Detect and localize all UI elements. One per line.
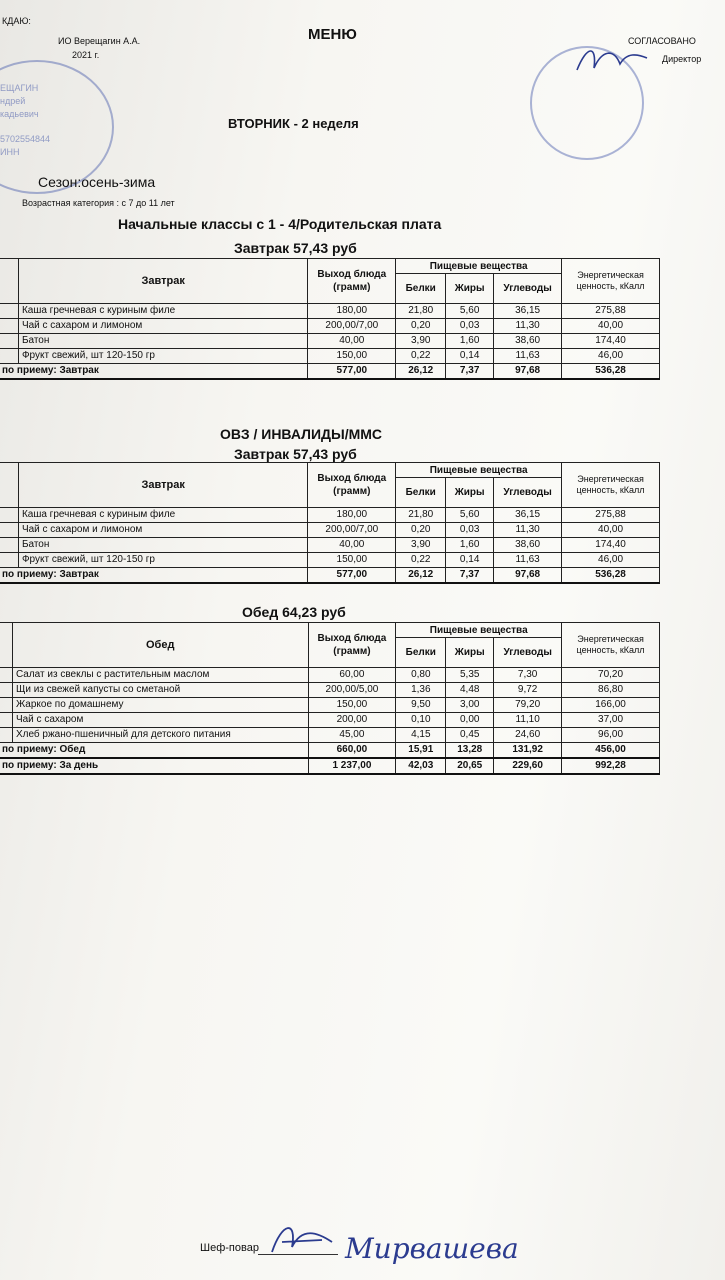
table-cell: 38,60	[494, 334, 562, 349]
carbs-header: Углеводы	[494, 478, 562, 508]
table-cell: Хлеб ржано-пшеничный для детского питания	[12, 728, 308, 743]
nutrients-header: Пищевые вещества	[396, 259, 562, 274]
table-cell: 3,00	[446, 698, 494, 713]
carbs-header: Углеводы	[494, 274, 562, 304]
table-cell: 0,45	[446, 728, 494, 743]
energy-header: Энергетическая ценность, кКалл	[562, 259, 660, 304]
table-cell: 200,00/7,00	[308, 319, 396, 334]
table-cell: 577,00	[308, 568, 396, 584]
table-cell	[0, 349, 18, 364]
table-row	[0, 349, 660, 364]
table-cell: 96,00	[562, 728, 660, 743]
table-cell: 40,00	[562, 319, 660, 334]
breakfast-table-1	[0, 258, 660, 380]
table-cell: 20,65	[446, 758, 494, 774]
table-cell: 11,30	[494, 523, 562, 538]
table-cell	[0, 553, 18, 568]
table-cell: 150,00	[308, 553, 396, 568]
table-cell: 166,00	[562, 698, 660, 713]
table-cell	[0, 463, 18, 508]
proteins-header: Белки	[396, 274, 446, 304]
energy-header: Энергетическая ценность, кКалл	[562, 623, 660, 668]
table-cell: 13,28	[446, 743, 494, 759]
table-cell: Щи из свежей капусты со сметаной	[12, 683, 308, 698]
meal-title-lunch: Обед 64,23 руб	[242, 604, 346, 620]
table-cell: 40,00	[308, 538, 396, 553]
table-cell: 37,00	[562, 713, 660, 728]
table-cell: 174,40	[562, 538, 660, 553]
table-cell	[0, 623, 12, 668]
table-cell: 5,60	[446, 304, 494, 319]
table-cell: по приему: Обед	[0, 743, 308, 759]
season-label: Сезон:осень-зима	[38, 174, 156, 190]
energy-header: Энергетическая ценность, кКалл	[562, 463, 660, 508]
table-cell: Батон	[18, 334, 307, 349]
table-cell: 0,20	[396, 523, 446, 538]
table-cell	[0, 698, 12, 713]
table-cell: Каша гречневая с куриным филе	[18, 304, 307, 319]
table-cell: Каша гречневая с куриным филе	[18, 508, 307, 523]
meal-title-breakfast-2: Завтрак 57,43 руб	[234, 446, 357, 462]
table-cell: 131,92	[494, 743, 562, 759]
day-total-row	[0, 758, 660, 774]
fats-header: Жиры	[446, 478, 494, 508]
table-cell: 0,03	[446, 523, 494, 538]
table-cell: 11,63	[494, 553, 562, 568]
table-cell: 9,50	[396, 698, 446, 713]
table-row	[0, 319, 660, 334]
table-cell: Фрукт свежий, шт 120-150 гр	[18, 553, 307, 568]
table-cell: 46,00	[562, 349, 660, 364]
table-cell: 24,60	[494, 728, 562, 743]
table-cell: 86,80	[562, 683, 660, 698]
carbs-header: Углеводы	[494, 638, 562, 668]
table-cell: 70,20	[562, 668, 660, 683]
table-cell	[0, 334, 18, 349]
table-cell	[0, 538, 18, 553]
table-row	[0, 553, 660, 568]
group-title-primary: Начальные классы с 1 - 4/Родительская плата	[118, 216, 442, 232]
table-cell: 180,00	[308, 304, 396, 319]
table-cell: 1,60	[446, 334, 494, 349]
table-cell: 9,72	[494, 683, 562, 698]
fats-header: Жиры	[446, 274, 494, 304]
table-cell: по приему: Завтрак	[0, 568, 308, 584]
group-title-ovz: ОВЗ / ИНВАЛИДЫ/ММС	[220, 426, 383, 442]
table-cell: 174,40	[562, 334, 660, 349]
table-cell: 0,80	[396, 668, 446, 683]
total-row	[0, 743, 660, 759]
table-row	[0, 334, 660, 349]
table-cell: 1 237,00	[308, 758, 396, 774]
table-cell: 229,60	[494, 758, 562, 774]
table-cell: 36,15	[494, 304, 562, 319]
meal-title-breakfast-1: Завтрак 57,43 руб	[234, 240, 357, 256]
table-cell	[0, 728, 12, 743]
table-cell: 36,15	[494, 508, 562, 523]
table-cell: 0,14	[446, 349, 494, 364]
table-cell: 7,37	[446, 364, 494, 380]
table-cell: 21,80	[396, 508, 446, 523]
table-cell: 275,88	[562, 508, 660, 523]
meal-header: Завтрак	[18, 463, 307, 508]
table-cell: 4,15	[396, 728, 446, 743]
table-row	[0, 508, 660, 523]
table-cell: 0,03	[446, 319, 494, 334]
table-cell: 0,00	[446, 713, 494, 728]
table-cell: 11,30	[494, 319, 562, 334]
table-cell: 0,10	[396, 713, 446, 728]
table-cell: по приему: Завтрак	[0, 364, 308, 380]
table-cell: 45,00	[308, 728, 396, 743]
table-cell: 5,35	[446, 668, 494, 683]
table-row	[0, 538, 660, 553]
table-cell: по приему: За день	[0, 758, 308, 774]
table-cell	[0, 259, 18, 304]
proteins-header: Белки	[396, 638, 446, 668]
agreed-label: СОГЛАСОВАНО	[628, 36, 696, 46]
table-cell: 150,00	[308, 349, 396, 364]
table-cell: 200,00/7,00	[308, 523, 396, 538]
proteins-header: Белки	[396, 478, 446, 508]
table-cell: 275,88	[562, 304, 660, 319]
table-cell: 660,00	[308, 743, 396, 759]
table-row	[0, 523, 660, 538]
output-header: Выход блюда (грамм)	[308, 463, 396, 508]
lunch-table	[0, 622, 660, 775]
table-cell: Фрукт свежий, шт 120-150 гр	[18, 349, 307, 364]
day-label: ВТОРНИК - 2 неделя	[228, 116, 359, 131]
table-cell: 38,60	[494, 538, 562, 553]
age-category: Возрастная категория : с 7 до 11 лет	[22, 198, 175, 208]
table-cell: 26,12	[396, 568, 446, 584]
director-signature	[572, 40, 652, 80]
chef-label: Шеф-повар	[200, 1242, 259, 1254]
table-cell	[0, 304, 18, 319]
table-cell: 200,00	[308, 713, 396, 728]
chef-signature	[262, 1212, 342, 1262]
table-cell: 0,22	[396, 553, 446, 568]
table-cell: 1,36	[396, 683, 446, 698]
table-cell: 60,00	[308, 668, 396, 683]
nutrients-header: Пищевые вещества	[396, 623, 562, 638]
table-cell: 97,68	[494, 364, 562, 380]
table-cell: 536,28	[562, 364, 660, 380]
table-cell: Жаркое по домашнему	[12, 698, 308, 713]
total-row	[0, 364, 660, 380]
table-cell: 456,00	[562, 743, 660, 759]
table-cell: 11,10	[494, 713, 562, 728]
table-cell: 150,00	[308, 698, 396, 713]
left-stamp-text: ЕЩАГИН ндрей кадьевич 5702554844 ИНН	[0, 83, 51, 157]
table-cell: 577,00	[308, 364, 396, 380]
table-cell: 21,80	[396, 304, 446, 319]
table-cell: 79,20	[494, 698, 562, 713]
table-cell: 0,22	[396, 349, 446, 364]
table-cell: 26,12	[396, 364, 446, 380]
table-row	[0, 698, 660, 713]
table-cell: 42,03	[396, 758, 446, 774]
table-cell: 46,00	[562, 553, 660, 568]
table-cell: 3,90	[396, 334, 446, 349]
table-cell	[0, 713, 12, 728]
table-cell: 40,00	[308, 334, 396, 349]
table-cell: Чай с сахаром	[12, 713, 308, 728]
meal-header: Завтрак	[18, 259, 307, 304]
table-cell: Салат из свеклы с растительным маслом	[12, 668, 308, 683]
table-cell: Чай с сахаром и лимоном	[18, 523, 307, 538]
table-row	[0, 668, 660, 683]
table-cell: 40,00	[562, 523, 660, 538]
table-cell: 4,48	[446, 683, 494, 698]
table-row	[0, 713, 660, 728]
table-cell: 180,00	[308, 508, 396, 523]
breakfast-table-2	[0, 462, 660, 584]
table-cell	[0, 508, 18, 523]
table-cell: 536,28	[562, 568, 660, 584]
table-cell: 992,28	[562, 758, 660, 774]
approve-person: ИО Верещагин А.А.	[58, 36, 141, 46]
total-row	[0, 568, 660, 584]
table-row	[0, 683, 660, 698]
table-cell	[0, 668, 12, 683]
page-title: МЕНЮ	[308, 26, 357, 43]
output-header: Выход блюда (грамм)	[308, 259, 396, 304]
table-row	[0, 304, 660, 319]
table-cell: 7,30	[494, 668, 562, 683]
chef-signature-name: Мирвашева	[345, 1232, 519, 1265]
nutrients-header: Пищевые вещества	[396, 463, 562, 478]
table-cell: Батон	[18, 538, 307, 553]
table-cell	[0, 319, 18, 334]
table-cell: 200,00/5,00	[308, 683, 396, 698]
table-cell: 1,60	[446, 538, 494, 553]
output-header: Выход блюда (грамм)	[308, 623, 396, 668]
agreed-role: Директор	[662, 54, 702, 64]
table-cell: 15,91	[396, 743, 446, 759]
table-cell: 5,60	[446, 508, 494, 523]
table-cell: 0,20	[396, 319, 446, 334]
meal-header: Обед	[12, 623, 308, 668]
table-cell: 3,90	[396, 538, 446, 553]
table-cell: 0,14	[446, 553, 494, 568]
table-cell: Чай с сахаром и лимоном	[18, 319, 307, 334]
table-cell: 97,68	[494, 568, 562, 584]
table-row	[0, 728, 660, 743]
table-cell	[0, 523, 18, 538]
approve-year: 2021 г.	[72, 50, 100, 60]
table-cell: 11,63	[494, 349, 562, 364]
table-cell	[0, 683, 12, 698]
approve-label: КДАЮ:	[2, 16, 31, 26]
table-cell: 7,37	[446, 568, 494, 584]
fats-header: Жиры	[446, 638, 494, 668]
